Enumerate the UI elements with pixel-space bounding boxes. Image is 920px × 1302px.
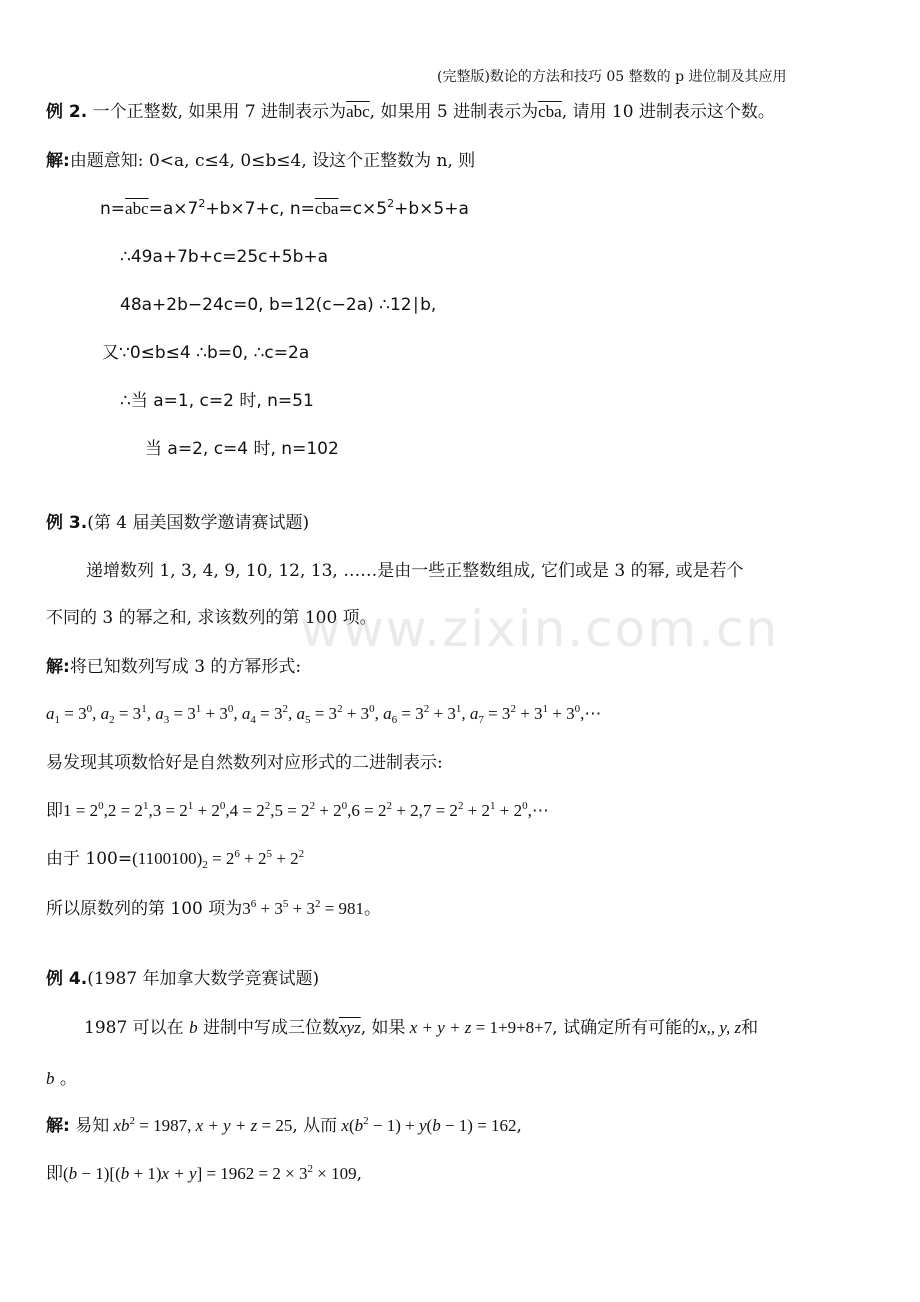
equation-line: ∴当 a=1, c=2 时, n=51 — [120, 391, 314, 411]
example-label: 例 4. — [46, 969, 88, 989]
example-4-question: 1987 可以在 b 进制中写成三位数$\overline{xyz}$, 如果 x + y + z = 1+9+8+7, 试确定所有可能的x,, y, z和 — [84, 1018, 759, 1038]
solution-text: 由题意知: 0<a, c≤4, 0≤b≤4, 设这个正整数为 n, 则 — [69, 151, 476, 171]
example-label: 例 3. — [46, 513, 88, 533]
math-sequence-powers: $a_1 = 3^0$, $a_2 = 3^1$, $a_3 = 3^1 + 3^0$, $a_4 = 3^2$, $a_5 = 3^2 + 3^0$, $a_6 = 3^2 + 3^1$, $a_7 = 3^2 + 3^1$ + $3^0,\cdots$ — [46, 703, 602, 726]
question-text: , 请用 10 进制表示这个数。 — [561, 102, 775, 122]
example-4-title — [46, 968, 319, 990]
title-text: (1987 年加拿大数学竞赛试题) — [87, 969, 320, 989]
cba-overline: $\overline{cba}$ — [538, 102, 562, 121]
paragraph-line: 不同的 3 的幂之和, 求该数列的第 100 项。 — [46, 608, 377, 628]
example-3-solution-intro — [46, 656, 301, 678]
example-3-title — [46, 512, 309, 534]
question-text: , 如果用 5 进制表示为 — [369, 102, 539, 122]
title-text: (第 4 届美国数学邀请赛试题) — [87, 513, 310, 533]
paragraph-line: 易发现其项数恰好是自然数列对应形式的二进制表示: — [46, 753, 443, 773]
math-answer-line: 所以原数列的第 100 项为$3^6 + 3^5 + 3^2 = 981$。 — [46, 898, 382, 919]
example-4-solution-line-1: 解: 易知 $xb^2 = 1987$, x + y + z = 25, 从而 $x(b^2 - 1) + y(b - 1) = 162$, — [46, 1115, 522, 1136]
math-100-line: 由于 $100=(1100100)_2 = 2^6 + 2^5 + 2^2$ — [46, 848, 305, 871]
example-label: 例 2. — [46, 102, 88, 122]
solution-text: 将已知数列写成 3 的方幂形式: — [69, 657, 302, 677]
equation-line: 48a+2b−24c=0, b=12(c−2a) ∴12∣b, — [120, 295, 437, 315]
equation-line: $n=\overline{abc}=a\times 7^2+b\times 7+c$, $n=\overline{cba}=c\times 5^2+b\times 5+a$ — [100, 197, 469, 219]
example-2-question — [46, 101, 775, 123]
math-binary-line: 即$1 = 2^0,2 = 2^1,3 = 2^1 + 2^0,4 = 2^2,5 = 2^2 + 2^0,6 = 2^2 + 2,7 = 2^2 + 2^1$ + $2^0,\cdots$ — [46, 800, 549, 821]
solution-label: 解: — [46, 657, 70, 677]
solution-label: 解: — [46, 1116, 70, 1136]
example-2-solution-intro — [46, 150, 475, 172]
example-4-question-end: b 。 — [46, 1069, 77, 1089]
page-header: (完整版)数论的方法和技巧 05 整数的 p 进位制及其应用 — [437, 69, 787, 85]
abc-overline: $\overline{abc}$ — [346, 102, 370, 121]
watermark: www.zixin.com.cn — [300, 600, 780, 658]
equation-line: 当 a=2, c=4 时, n=102 — [145, 439, 339, 459]
equation-line: ∴49a+7b+c=25c+5b+a — [120, 247, 329, 267]
paragraph-line: 递增数列 1, 3, 4, 9, 10, 12, 13, ……是由一些正整数组成, 它们或是 3 的幂, 或是若个 — [86, 561, 744, 581]
solution-label: 解: — [46, 151, 70, 171]
equation-line: 又∵0≤b≤4 ∴b=0, ∴c=2a — [102, 343, 310, 363]
question-text: 一个正整数, 如果用 7 进制表示为 — [87, 102, 347, 122]
example-4-solution-line-2: 即$(b - 1)[(b + 1)x + y] = 1962 = 2 \times 3^2 \times 109$, — [46, 1163, 362, 1184]
